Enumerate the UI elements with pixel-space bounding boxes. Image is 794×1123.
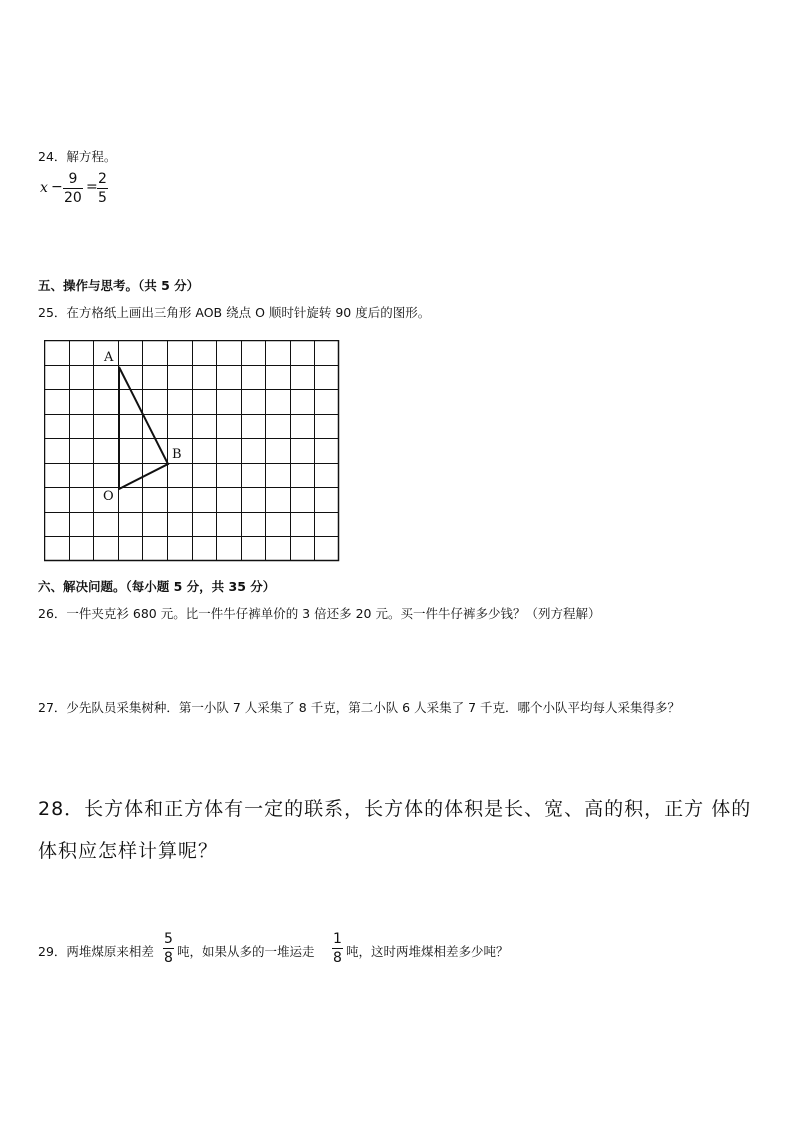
q27-text: 27．少先队员采集树种．第一小队 7 人采集了 8 千克，第二小队 6 人采集了 7 千克．哪个小队平均每人采集得多？ (38, 700, 681, 715)
q28-line-1: 28．长方体和正方体有一定的联系，长方体的体积是长、宽、高的积，正方 体的 (38, 798, 752, 820)
fraction-numerator: 9 (68, 171, 78, 187)
fraction-numerator: 5 (164, 931, 173, 947)
grid-paper (44, 340, 340, 563)
fraction-numerator: 1 (333, 931, 342, 947)
fraction-denominator: 8 (164, 950, 173, 966)
q25-label: 25．在方格纸上画出三角形 AOB 绕点 O 顺时针旋转 90 度后的图形。 (38, 305, 431, 320)
q29-text-part-3: 吨，这时两堆煤相差多少吨？ (346, 944, 509, 959)
point-o-label: O (103, 489, 114, 504)
triangle-aob (119, 367, 168, 489)
q29-text-part-1: 29．两堆煤原来相差 (38, 944, 154, 959)
grid-svg (44, 340, 340, 563)
q29-fraction-1 (163, 932, 174, 965)
fraction-denominator: 5 (98, 190, 107, 206)
fraction-denominator: 20 (64, 190, 82, 206)
fraction-numerator: 2 (98, 171, 107, 187)
section-5-heading: 五、操作与思考。（共 5 分） (38, 278, 200, 293)
q26-text: 26．一件夹克衫 680 元。比一件牛仔裤单价的 3 倍还多 20 元。买一件牛仔裤多少钱？（列方程解） (38, 606, 601, 621)
equation-fraction-1 (63, 172, 83, 205)
point-a-label: A (104, 350, 114, 365)
section-6-heading: 六、解决问题。（每小题 5 分，共 35 分） (38, 579, 276, 594)
point-b-label: B (172, 447, 182, 462)
equation-minus: − (51, 179, 63, 195)
grid-lines (44, 340, 339, 561)
equation-fraction-2 (97, 172, 108, 205)
q29-text-part-2: 吨，如果从多的一堆运走 (177, 944, 315, 959)
equation-equals: = (86, 179, 98, 195)
fraction-denominator: 8 (333, 950, 342, 966)
grid-border (45, 341, 339, 561)
equation-variable: x (40, 180, 48, 196)
q24-label: 24．解方程。 (38, 149, 117, 164)
q29-fraction-2 (332, 932, 343, 965)
q28-line-2: 体积应怎样计算呢？ (38, 840, 219, 862)
